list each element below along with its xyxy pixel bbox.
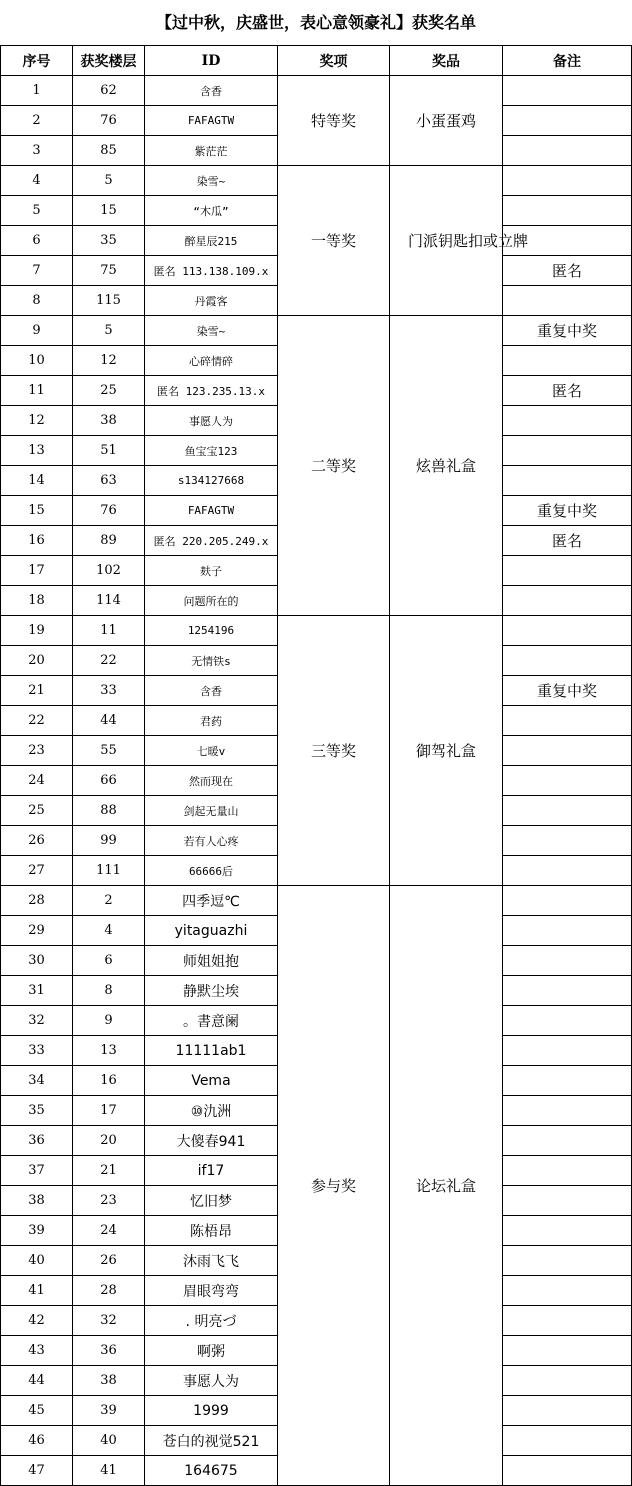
- cell-id: “木瓜”: [145, 196, 278, 226]
- cell-id: ⑩氿洲: [145, 1096, 278, 1126]
- cell-id: 事愿人为: [145, 1366, 278, 1396]
- header-id: ID: [145, 46, 278, 76]
- cell-id: 含香: [145, 76, 278, 106]
- cell-note: [503, 1366, 632, 1396]
- cell-seq: 4: [1, 166, 73, 196]
- cell-id: 。書意阑: [145, 1006, 278, 1036]
- cell-id: 沐雨飞飞: [145, 1246, 278, 1276]
- cell-prize: 一等奖: [278, 166, 390, 316]
- cell-floor: 41: [73, 1456, 145, 1486]
- cell-floor: 28: [73, 1276, 145, 1306]
- cell-note: [503, 1186, 632, 1216]
- cell-floor: 62: [73, 76, 145, 106]
- cell-gift: 小蛋蛋鸡: [390, 76, 503, 166]
- cell-floor: 102: [73, 556, 145, 586]
- cell-id: 66666后: [145, 856, 278, 886]
- cell-seq: 7: [1, 256, 73, 286]
- cell-floor: 66: [73, 766, 145, 796]
- cell-id: 陈梧昂: [145, 1216, 278, 1246]
- cell-floor: 12: [73, 346, 145, 376]
- cell-floor: 38: [73, 406, 145, 436]
- cell-floor: 24: [73, 1216, 145, 1246]
- cell-note: 匿名: [503, 526, 632, 556]
- cell-seq: 42: [1, 1306, 73, 1336]
- cell-id: 含香: [145, 676, 278, 706]
- cell-gift: 门派钥匙扣或立牌: [390, 166, 503, 316]
- cell-note: [503, 1276, 632, 1306]
- cell-note: [503, 1306, 632, 1336]
- cell-floor: 15: [73, 196, 145, 226]
- cell-note: [503, 1336, 632, 1366]
- cell-prize: 参与奖: [278, 886, 390, 1486]
- cell-seq: 40: [1, 1246, 73, 1276]
- cell-seq: 43: [1, 1336, 73, 1366]
- cell-floor: 11: [73, 616, 145, 646]
- cell-id: 匿名 113.138.109.x: [145, 256, 278, 286]
- cell-note: [503, 586, 632, 616]
- cell-note: [503, 1426, 632, 1456]
- cell-floor: 88: [73, 796, 145, 826]
- cell-id: 匿名 123.235.13.x: [145, 376, 278, 406]
- cell-floor: 20: [73, 1126, 145, 1156]
- cell-floor: 111: [73, 856, 145, 886]
- cell-seq: 19: [1, 616, 73, 646]
- cell-floor: 21: [73, 1156, 145, 1186]
- cell-floor: 39: [73, 1396, 145, 1426]
- cell-seq: 2: [1, 106, 73, 136]
- table-body: [1, 76, 632, 1486]
- header-floor: 获奖楼层: [73, 46, 145, 76]
- cell-seq: 28: [1, 886, 73, 916]
- cell-id: 静默尘埃: [145, 976, 278, 1006]
- cell-note: [503, 916, 632, 946]
- cell-id: FAFAGTW: [145, 496, 278, 526]
- cell-floor: 99: [73, 826, 145, 856]
- cell-seq: 10: [1, 346, 73, 376]
- cell-seq: 16: [1, 526, 73, 556]
- cell-seq: 5: [1, 196, 73, 226]
- cell-id: 匿名 220.205.249.x: [145, 526, 278, 556]
- cell-note: [503, 856, 632, 886]
- cell-seq: 33: [1, 1036, 73, 1066]
- cell-note: [503, 136, 632, 166]
- cell-id: 醉星辰215: [145, 226, 278, 256]
- cell-note: [503, 196, 632, 226]
- cell-floor: 76: [73, 496, 145, 526]
- cell-floor: 51: [73, 436, 145, 466]
- cell-seq: 9: [1, 316, 73, 346]
- cell-note: [503, 1036, 632, 1066]
- cell-id: yitaguazhi: [145, 916, 278, 946]
- cell-id: 忆旧梦: [145, 1186, 278, 1216]
- cell-floor: 26: [73, 1246, 145, 1276]
- cell-id: 啊粥: [145, 1336, 278, 1366]
- cell-seq: 26: [1, 826, 73, 856]
- cell-id: 1999: [145, 1396, 278, 1426]
- cell-note: 重复中奖: [503, 676, 632, 706]
- table-row: [1, 76, 632, 106]
- cell-floor: 8: [73, 976, 145, 1006]
- cell-note: [503, 466, 632, 496]
- cell-floor: 4: [73, 916, 145, 946]
- cell-note: [503, 766, 632, 796]
- cell-note: [503, 886, 632, 916]
- cell-note: [503, 1126, 632, 1156]
- cell-floor: 63: [73, 466, 145, 496]
- cell-seq: 23: [1, 736, 73, 766]
- header-prize: 奖项: [278, 46, 390, 76]
- cell-id: 然而现在: [145, 766, 278, 796]
- cell-id: if17: [145, 1156, 278, 1186]
- table-row: [1, 886, 632, 916]
- cell-floor: 25: [73, 376, 145, 406]
- cell-floor: 38: [73, 1366, 145, 1396]
- cell-seq: 22: [1, 706, 73, 736]
- cell-seq: 13: [1, 436, 73, 466]
- cell-id: 丹霞客: [145, 286, 278, 316]
- cell-floor: 44: [73, 706, 145, 736]
- cell-note: [503, 406, 632, 436]
- cell-note: [503, 826, 632, 856]
- cell-id: 鱼宝宝123: [145, 436, 278, 466]
- cell-note: [503, 976, 632, 1006]
- cell-seq: 18: [1, 586, 73, 616]
- cell-seq: 32: [1, 1006, 73, 1036]
- cell-seq: 25: [1, 796, 73, 826]
- cell-id: 染雪~: [145, 166, 278, 196]
- cell-note: [503, 166, 632, 196]
- cell-note: [503, 646, 632, 676]
- cell-floor: 35: [73, 226, 145, 256]
- cell-floor: 75: [73, 256, 145, 286]
- cell-seq: 35: [1, 1096, 73, 1126]
- cell-floor: 5: [73, 166, 145, 196]
- cell-floor: 9: [73, 1006, 145, 1036]
- winners-table: [0, 45, 632, 1486]
- cell-id: 眉眼弯弯: [145, 1276, 278, 1306]
- table-row: [1, 616, 632, 646]
- table-row: [1, 316, 632, 346]
- cell-gift: 论坛礼盒: [390, 886, 503, 1486]
- cell-note: 重复中奖: [503, 496, 632, 526]
- cell-seq: 27: [1, 856, 73, 886]
- cell-seq: 34: [1, 1066, 73, 1096]
- cell-id: s134127668: [145, 466, 278, 496]
- cell-seq: 11: [1, 376, 73, 406]
- cell-note: [503, 346, 632, 376]
- cell-seq: 39: [1, 1216, 73, 1246]
- cell-floor: 114: [73, 586, 145, 616]
- header-gift: 奖品: [390, 46, 503, 76]
- cell-seq: 47: [1, 1456, 73, 1486]
- cell-floor: 2: [73, 886, 145, 916]
- page-title: 【过中秋，庆盛世，表心意领豪礼】获奖名单: [155, 13, 476, 32]
- cell-gift: 炫兽礼盒: [390, 316, 503, 616]
- cell-note: [503, 1396, 632, 1426]
- cell-note: [503, 796, 632, 826]
- cell-prize: 二等奖: [278, 316, 390, 616]
- cell-floor: 89: [73, 526, 145, 556]
- cell-seq: 14: [1, 466, 73, 496]
- cell-note: [503, 1246, 632, 1276]
- cell-seq: 41: [1, 1276, 73, 1306]
- cell-seq: 37: [1, 1156, 73, 1186]
- cell-gift: 御驾礼盒: [390, 616, 503, 886]
- cell-seq: 6: [1, 226, 73, 256]
- cell-note: 重复中奖: [503, 316, 632, 346]
- cell-floor: 85: [73, 136, 145, 166]
- cell-id: 紫茫茫: [145, 136, 278, 166]
- cell-note: [503, 1066, 632, 1096]
- cell-id: 心碎情碎: [145, 346, 278, 376]
- cell-id: 染雪~: [145, 316, 278, 346]
- cell-floor: 33: [73, 676, 145, 706]
- cell-floor: 40: [73, 1426, 145, 1456]
- cell-note: [503, 1096, 632, 1126]
- cell-id: 四季逗℃: [145, 886, 278, 916]
- cell-seq: 44: [1, 1366, 73, 1396]
- cell-id: 剑起无量山: [145, 796, 278, 826]
- cell-floor: 16: [73, 1066, 145, 1096]
- cell-id: 1254196: [145, 616, 278, 646]
- cell-id: FAFAGTW: [145, 106, 278, 136]
- cell-seq: 12: [1, 406, 73, 436]
- cell-seq: 20: [1, 646, 73, 676]
- cell-floor: 17: [73, 1096, 145, 1126]
- cell-floor: 76: [73, 106, 145, 136]
- cell-id: 事愿人为: [145, 406, 278, 436]
- cell-note: [503, 706, 632, 736]
- cell-note: [503, 76, 632, 106]
- cell-seq: 38: [1, 1186, 73, 1216]
- header-row: [1, 46, 632, 76]
- cell-id: 君药: [145, 706, 278, 736]
- cell-id: 若有人心疼: [145, 826, 278, 856]
- cell-note: [503, 736, 632, 766]
- cell-id: 164675: [145, 1456, 278, 1486]
- cell-seq: 17: [1, 556, 73, 586]
- header-seq: 序号: [1, 46, 73, 76]
- cell-floor: 115: [73, 286, 145, 316]
- cell-note: [503, 286, 632, 316]
- cell-seq: 46: [1, 1426, 73, 1456]
- cell-floor: 36: [73, 1336, 145, 1366]
- cell-seq: 30: [1, 946, 73, 976]
- cell-id: . 明亮づ: [145, 1306, 278, 1336]
- cell-note: 匿名: [503, 256, 632, 286]
- cell-note: [503, 556, 632, 586]
- cell-floor: 13: [73, 1036, 145, 1066]
- header-note: 备注: [503, 46, 632, 76]
- cell-note: [503, 1156, 632, 1186]
- cell-note: [503, 1216, 632, 1246]
- cell-note: [503, 106, 632, 136]
- cell-seq: 36: [1, 1126, 73, 1156]
- cell-seq: 24: [1, 766, 73, 796]
- cell-note: [503, 1456, 632, 1486]
- cell-note: [503, 436, 632, 466]
- cell-seq: 15: [1, 496, 73, 526]
- table-row: [1, 166, 632, 196]
- cell-id: 无情铁s: [145, 646, 278, 676]
- cell-id: 麸子: [145, 556, 278, 586]
- cell-floor: 5: [73, 316, 145, 346]
- cell-prize: 三等奖: [278, 616, 390, 886]
- cell-id: 大傻春941: [145, 1126, 278, 1156]
- cell-seq: 3: [1, 136, 73, 166]
- cell-note: [503, 616, 632, 646]
- cell-note: 匿名: [503, 376, 632, 406]
- cell-id: 七暖v: [145, 736, 278, 766]
- cell-seq: 21: [1, 676, 73, 706]
- cell-seq: 29: [1, 916, 73, 946]
- cell-id: 11111ab1: [145, 1036, 278, 1066]
- cell-floor: 23: [73, 1186, 145, 1216]
- cell-floor: 6: [73, 946, 145, 976]
- cell-seq: 45: [1, 1396, 73, 1426]
- cell-id: Vema: [145, 1066, 278, 1096]
- cell-id: 师姐姐抱: [145, 946, 278, 976]
- cell-seq: 8: [1, 286, 73, 316]
- cell-floor: 55: [73, 736, 145, 766]
- cell-floor: 32: [73, 1306, 145, 1336]
- cell-id: 苍白的视觉521: [145, 1426, 278, 1456]
- cell-id: 问题所在的: [145, 586, 278, 616]
- cell-seq: 31: [1, 976, 73, 1006]
- cell-note: [503, 1006, 632, 1036]
- cell-note: [503, 946, 632, 976]
- cell-floor: 22: [73, 646, 145, 676]
- cell-seq: 1: [1, 76, 73, 106]
- cell-prize: 特等奖: [278, 76, 390, 166]
